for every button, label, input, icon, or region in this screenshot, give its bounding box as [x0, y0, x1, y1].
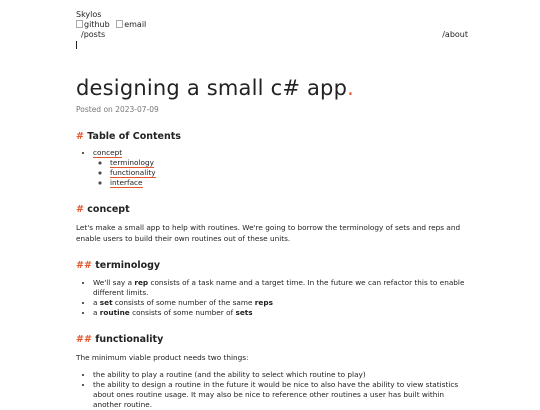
- functionality-heading-text: functionality: [95, 334, 164, 345]
- github-link[interactable]: [76, 20, 112, 29]
- page-title: [76, 75, 468, 101]
- title-dot: .: [347, 76, 355, 100]
- functionality-heading: [76, 334, 468, 345]
- toc-heading: [76, 131, 468, 142]
- social-images: [76, 20, 468, 30]
- concept-paragraph: Let's make a small app to help with routines. We're going to borrow the terminology of sets and reps and enable users to build their own routines out of these units.: [76, 223, 461, 243]
- terminology-list: [76, 278, 468, 318]
- github-alt: github: [84, 20, 110, 29]
- toc-item-functionality: [110, 168, 468, 178]
- email-link[interactable]: [116, 20, 148, 29]
- terminology-heading: [76, 260, 468, 271]
- concept-section: [76, 204, 468, 244]
- toc-item-concept: [93, 148, 468, 188]
- nav-about-link[interactable]: /about: [442, 30, 468, 39]
- list-item: • the ability to design a routine in the future it would be nice to also have the ability to view statistics about ones routine usage. It may also be nice to reference other routines a user has built within another routine.: [93, 380, 468, 410]
- item-text: a: [93, 298, 100, 307]
- nav-posts-link[interactable]: /posts: [81, 30, 106, 39]
- toc-link-concept[interactable]: concept: [93, 148, 123, 157]
- toc-item-interface: [110, 178, 468, 188]
- title-text: designing a small c# app: [76, 76, 348, 100]
- functionality-section: [76, 334, 468, 410]
- email-alt: email: [124, 20, 147, 29]
- posted-date: 2023-07-09: [115, 105, 159, 114]
- toc-link-terminology[interactable]: terminology: [110, 158, 154, 167]
- item-bold: rep: [134, 278, 149, 287]
- posted-label: Posted on: [76, 105, 113, 114]
- broken-image-icon: [116, 20, 123, 28]
- item-text: a: [93, 308, 100, 317]
- item-bold: reps: [254, 298, 273, 307]
- site-brand[interactable]: Skylos: [76, 10, 102, 19]
- heading-hash: ##: [76, 260, 92, 271]
- toc-heading-text: Table of Contents: [87, 131, 181, 142]
- item-text: consists of a task name and a target time. In the future we can refactor this to enable different limits.: [93, 278, 465, 297]
- list-item: [93, 278, 468, 298]
- heading-hash: #: [76, 131, 84, 142]
- item-text: consists of some number of: [129, 308, 236, 317]
- toc-sublist: [93, 158, 468, 188]
- broken-image-icon: [76, 20, 83, 28]
- toc-list: [76, 148, 468, 188]
- site-header: [76, 10, 468, 49]
- heading-hash: ##: [76, 334, 92, 345]
- post-meta: [76, 105, 468, 114]
- text-cursor: [76, 41, 77, 49]
- item-bold: sets: [235, 308, 253, 317]
- list-item: • the ability to play a routine (and the ability to select which routine to play): [93, 370, 468, 380]
- concept-heading: [76, 204, 468, 215]
- functionality-paragraph: The minimum viable product needs two things:: [76, 353, 249, 362]
- item-bold: set: [99, 298, 113, 307]
- page: [76, 10, 468, 410]
- list-item: [93, 308, 468, 318]
- item-bold: routine: [99, 308, 130, 317]
- toc-section: [76, 131, 468, 188]
- item-text: consists of some number of the same: [112, 298, 255, 307]
- item-text: We'll say a: [93, 278, 135, 287]
- terminology-section: [76, 260, 468, 318]
- toc-link-interface[interactable]: interface: [110, 178, 143, 187]
- terminology-heading-text: terminology: [95, 260, 161, 271]
- heading-hash: #: [76, 204, 84, 215]
- site-nav: [76, 30, 468, 40]
- toc-item-terminology: [110, 158, 468, 168]
- functionality-list: [76, 370, 468, 410]
- list-item: [93, 298, 468, 308]
- concept-heading-text: concept: [87, 204, 130, 215]
- toc-link-functionality[interactable]: functionality: [110, 168, 156, 177]
